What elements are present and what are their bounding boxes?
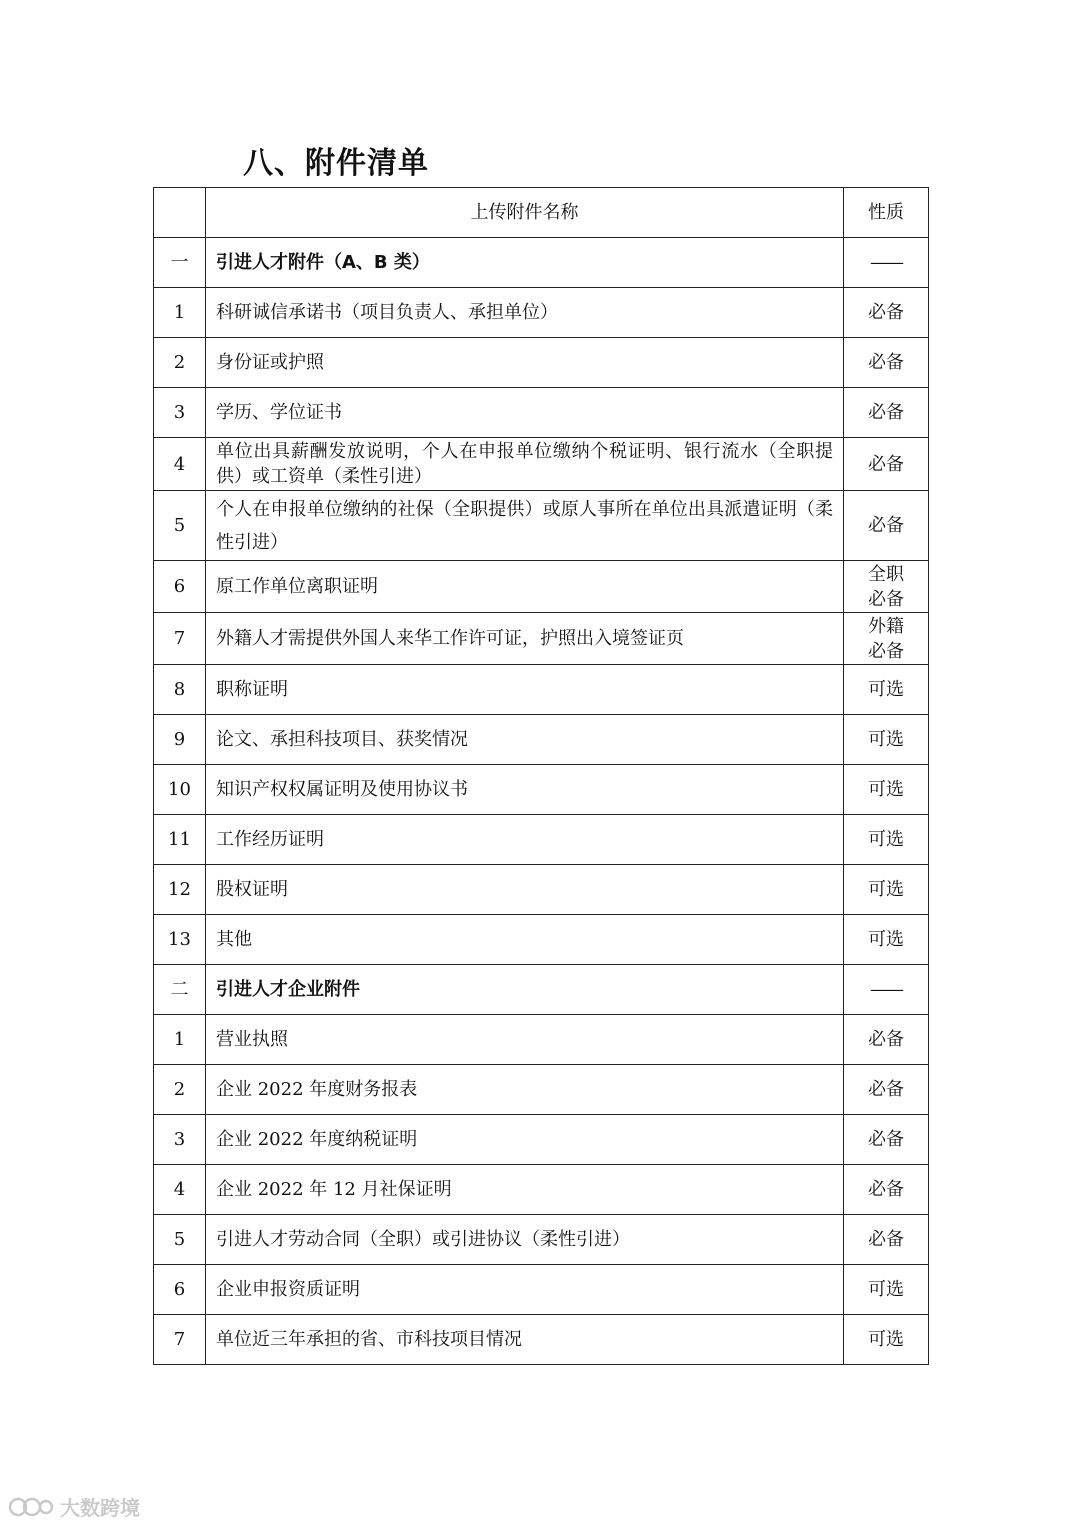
row-num: 5: [154, 1215, 206, 1265]
table-row: [154, 1065, 929, 1115]
row-name: 其他: [206, 915, 844, 965]
row-nature: 必备: [844, 1165, 929, 1215]
row-num: 3: [154, 388, 206, 438]
row-name: 个人在申报单位缴纳的社保（全职提供）或原人事所在单位出具派遣证明（柔性引进）: [206, 491, 844, 561]
row-num: 4: [154, 1165, 206, 1215]
row-nature: 可选: [844, 765, 929, 815]
row-name: 单位出具薪酬发放说明，个人在申报单位缴纳个税证明、银行流水（全职提供）或工资单（柔性引进）: [206, 438, 844, 491]
row-nature: 可选: [844, 815, 929, 865]
table-row: [154, 1215, 929, 1265]
row-name: 知识产权权属证明及使用协议书: [206, 765, 844, 815]
row-num: 10: [154, 765, 206, 815]
table-header-row: [154, 188, 929, 238]
header-nature: 性质: [844, 188, 929, 238]
row-name: 身份证或护照: [206, 338, 844, 388]
section-nature: ——: [844, 965, 929, 1015]
watermark: [8, 1492, 140, 1521]
row-num: 1: [154, 288, 206, 338]
row-name: 职称证明: [206, 665, 844, 715]
table-row: [154, 388, 929, 438]
table-row: [154, 491, 929, 561]
row-name: 论文、承担科技项目、获奖情况: [206, 715, 844, 765]
row-nature: 必备: [844, 491, 929, 561]
row-num: 4: [154, 438, 206, 491]
row-num: 13: [154, 915, 206, 965]
row-num: 1: [154, 1015, 206, 1065]
row-name: 营业执照: [206, 1015, 844, 1065]
section-num: 一: [154, 238, 206, 288]
row-nature: 外籍必备: [844, 613, 929, 665]
row-nature: 可选: [844, 1265, 929, 1315]
row-name: 企业 2022 年 12 月社保证明: [206, 1165, 844, 1215]
row-name: 单位近三年承担的省、市科技项目情况: [206, 1315, 844, 1365]
section-nature: ——: [844, 238, 929, 288]
chat-bubbles-logo-icon: [8, 1496, 54, 1518]
row-name: 企业 2022 年度纳税证明: [206, 1115, 844, 1165]
table-row: [154, 1115, 929, 1165]
table-row: [154, 1315, 929, 1365]
table-row: [154, 815, 929, 865]
row-num: 7: [154, 1315, 206, 1365]
row-name: 外籍人才需提供外国人来华工作许可证，护照出入境签证页: [206, 613, 844, 665]
row-num: 12: [154, 865, 206, 915]
row-num: 6: [154, 561, 206, 613]
row-nature: 必备: [844, 338, 929, 388]
row-num: 9: [154, 715, 206, 765]
section-num: 二: [154, 965, 206, 1015]
row-num: 7: [154, 613, 206, 665]
row-nature: 必备: [844, 438, 929, 491]
row-nature: 全职必备: [844, 561, 929, 613]
table-row: [154, 561, 929, 613]
row-nature: 可选: [844, 915, 929, 965]
row-name: 科研诚信承诺书（项目负责人、承担单位）: [206, 288, 844, 338]
table-row: [154, 665, 929, 715]
row-nature: 必备: [844, 1115, 929, 1165]
row-nature: 必备: [844, 288, 929, 338]
watermark-text: 大数跨境: [60, 1496, 140, 1520]
row-name: 工作经历证明: [206, 815, 844, 865]
row-nature: 可选: [844, 665, 929, 715]
row-nature: 必备: [844, 388, 929, 438]
table-row: [154, 715, 929, 765]
table-row: [154, 765, 929, 815]
table-row: [154, 915, 929, 965]
table-row: [154, 288, 929, 338]
row-name: 学历、学位证书: [206, 388, 844, 438]
row-nature: 必备: [844, 1215, 929, 1265]
row-nature: 必备: [844, 1015, 929, 1065]
row-name: 引进人才劳动合同（全职）或引进协议（柔性引进）: [206, 1215, 844, 1265]
table-row: [154, 865, 929, 915]
row-nature: 可选: [844, 865, 929, 915]
row-num: 2: [154, 338, 206, 388]
page-title: 八、附件清单: [243, 146, 429, 181]
table-row: [154, 1165, 929, 1215]
section-title: 引进人才附件（A、B 类）: [206, 238, 844, 288]
row-num: 2: [154, 1065, 206, 1115]
row-nature: 可选: [844, 715, 929, 765]
row-num: 11: [154, 815, 206, 865]
section-title: 引进人才企业附件: [206, 965, 844, 1015]
row-num: 3: [154, 1115, 206, 1165]
section-row: [154, 965, 929, 1015]
row-nature: 可选: [844, 1315, 929, 1365]
row-num: 5: [154, 491, 206, 561]
section-row: [154, 238, 929, 288]
attachment-list-table: [153, 187, 929, 1365]
table-row: [154, 438, 929, 491]
header-num: [154, 188, 206, 238]
row-name: 股权证明: [206, 865, 844, 915]
table-row: [154, 338, 929, 388]
header-name: 上传附件名称: [206, 188, 844, 238]
row-name: 企业 2022 年度财务报表: [206, 1065, 844, 1115]
row-num: 8: [154, 665, 206, 715]
table-row: [154, 1265, 929, 1315]
row-num: 6: [154, 1265, 206, 1315]
table-row: [154, 613, 929, 665]
row-nature: 必备: [844, 1065, 929, 1115]
row-name: 原工作单位离职证明: [206, 561, 844, 613]
row-name: 企业申报资质证明: [206, 1265, 844, 1315]
table-row: [154, 1015, 929, 1065]
